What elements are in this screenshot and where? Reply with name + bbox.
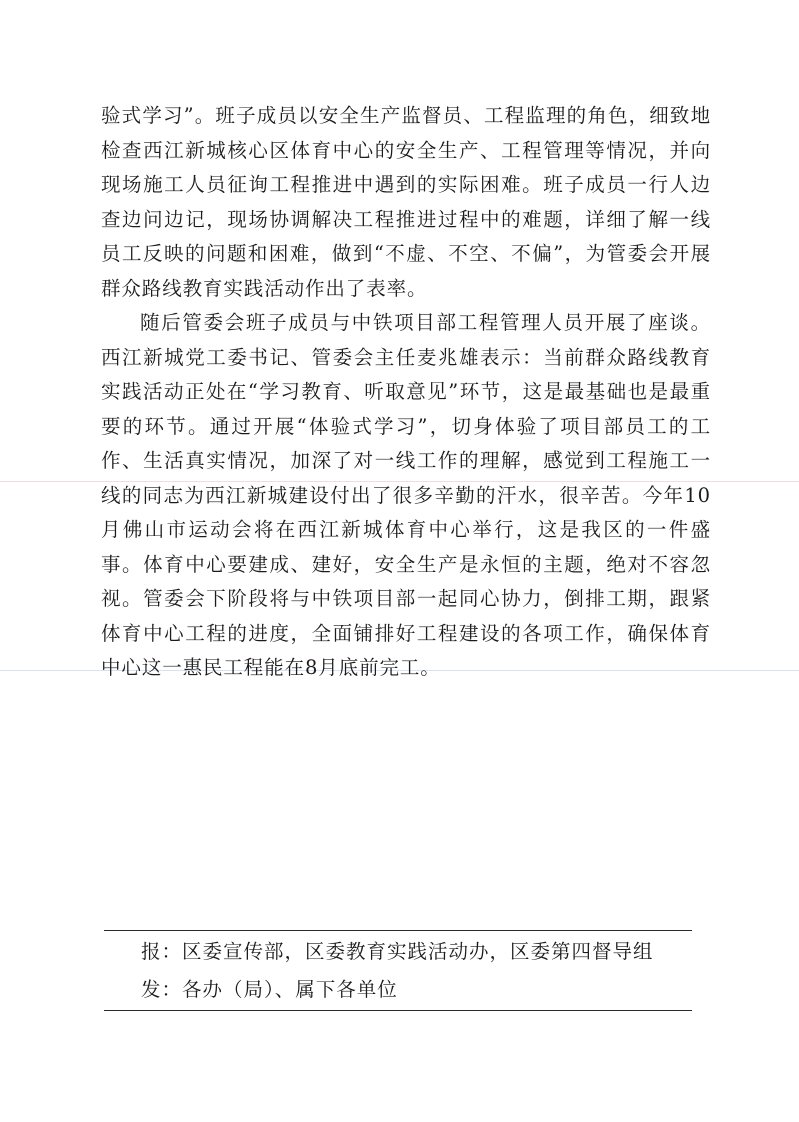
- footer-report-to: 报：区委宣传部，区委教育实践活动办，区委第四督导组: [141, 940, 654, 963]
- document-body: [101, 99, 711, 686]
- footer-top-rule: [104, 930, 692, 931]
- body-paragraph-continued: 验式学习”。班子成员以安全生产监督员、工程监理的角色，细致地检查西江新城核心区体育中心的安全生产、工程管理等情况，并向现场施工人员征询工程推进中遇到的实际困难。班子成员一行人边查边问边记，现场协调解决工程推进过程中的难题，详细了解一线员工反映的问题和困难，做到“不虚、不空、不偏”，为管委会开展群众路线教育实践活动作出了表率。: [101, 104, 711, 300]
- footer-bottom-rule: [104, 1010, 692, 1011]
- body-paragraph: 随后管委会班子成员与中铁项目部工程管理人员开展了座谈。 西江新城党工委书记、管委会主任麦兆雄表示：当前群众路线教育实践活动正处在“学习教育、听取意见”环节，这是最基础也是最重要的环节。通过开展“体验式学习”，切身体验了项目部员工的工作、生活真实情况，加深了对一线工作的理解，感觉到工程施工一线的同志为西江新城建设付出了很多辛勤的汗水，很辛苦。今年10月佛山市运动会将在西江新城体育中心举行，这是我区的一件盛事。体育中心要建成、建好，安全生产是永恒的主题，绝对不容忽视。管委会下阶段将与中铁项目部一起同心协力，倒排工期，跟紧体育中心工程的进度，全面铺排好工程建设的各项工作，确保体育中心这一惠民工程能在8月底前完工。: [101, 311, 711, 679]
- footer-distribute-to: 发：各办（局）、属下各单位: [141, 978, 398, 1001]
